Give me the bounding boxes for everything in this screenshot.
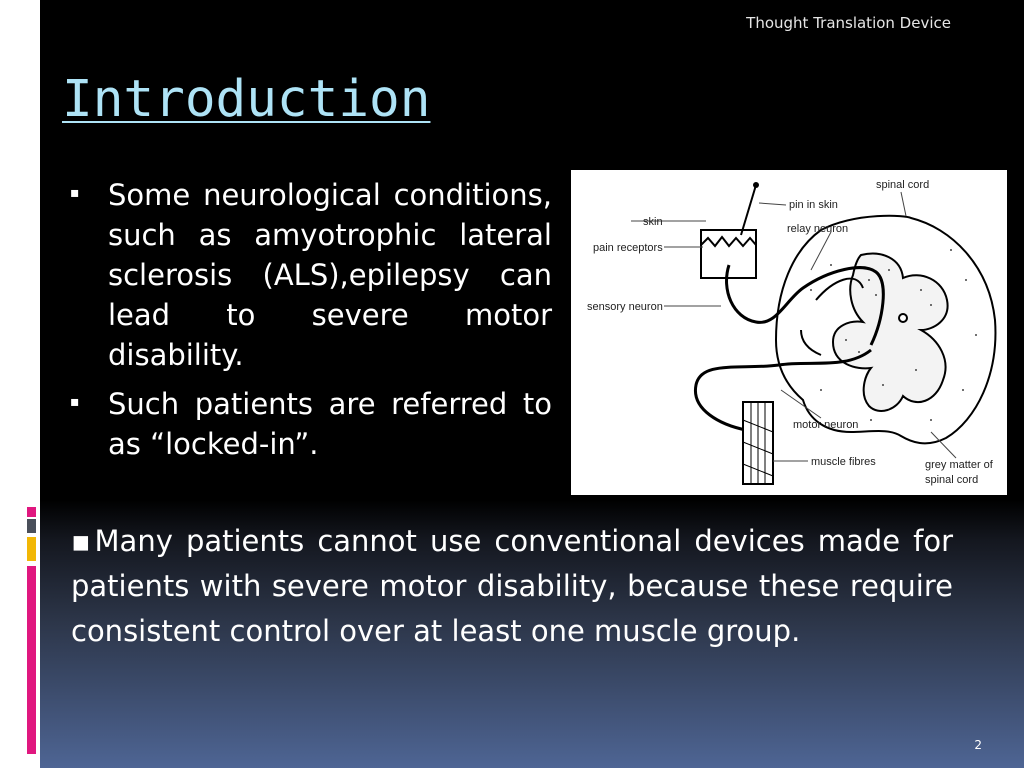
bullet-item (70, 384, 552, 464)
slide-title: Introduction (62, 70, 431, 129)
left-accent-strip (0, 0, 40, 768)
label-sensory-neuron: sensory neuron (587, 301, 663, 313)
bullet-text: Such patients are referred to as “locked-in”. (108, 387, 552, 461)
label-pain-receptors: pain receptors (593, 242, 663, 254)
label-pin-in-skin: pin in skin (789, 199, 838, 211)
bullet-square-icon: ▪ (71, 524, 95, 558)
slide-number: 2 (974, 738, 982, 752)
presentation-title: Thought Translation Device (746, 14, 951, 32)
bullet-text: Some neurological conditions, such as amyotrophic lateral sclerosis (ALS),epilepsy can lead to severe motor disability. (108, 178, 552, 372)
central-canal (899, 314, 907, 322)
bullet-square-icon: ▪ (70, 394, 80, 410)
label-motor-neuron: motor neuron (793, 419, 859, 431)
bullet-list (70, 175, 552, 473)
accent-bar-magenta (27, 507, 36, 517)
label-muscle-fibres: muscle fibres (811, 456, 876, 468)
paragraph-text: Many patients cannot use conventional devices made for patients with severe motor disability, because these require consistent control over at least one muscle group. (71, 524, 954, 648)
accent-bar-yellow (27, 537, 36, 561)
pin (741, 185, 756, 235)
label-skin: skin (643, 216, 663, 228)
bullet-square-icon: ▪ (70, 185, 80, 201)
bottom-paragraph (71, 519, 953, 654)
label-grey-matter: grey matter of (925, 459, 993, 471)
reflex-arc-diagram (571, 170, 1007, 495)
accent-bar-magenta-long (27, 566, 36, 754)
label-relay-neuron: relay neuron (787, 223, 849, 235)
accent-bar-gray (27, 519, 36, 533)
reflex-arc-illustration (571, 170, 1007, 495)
label-spinal-cord: spinal cord (876, 179, 930, 191)
bullet-item (70, 175, 552, 375)
label-grey-matter-cont: spinal cord (925, 474, 979, 486)
